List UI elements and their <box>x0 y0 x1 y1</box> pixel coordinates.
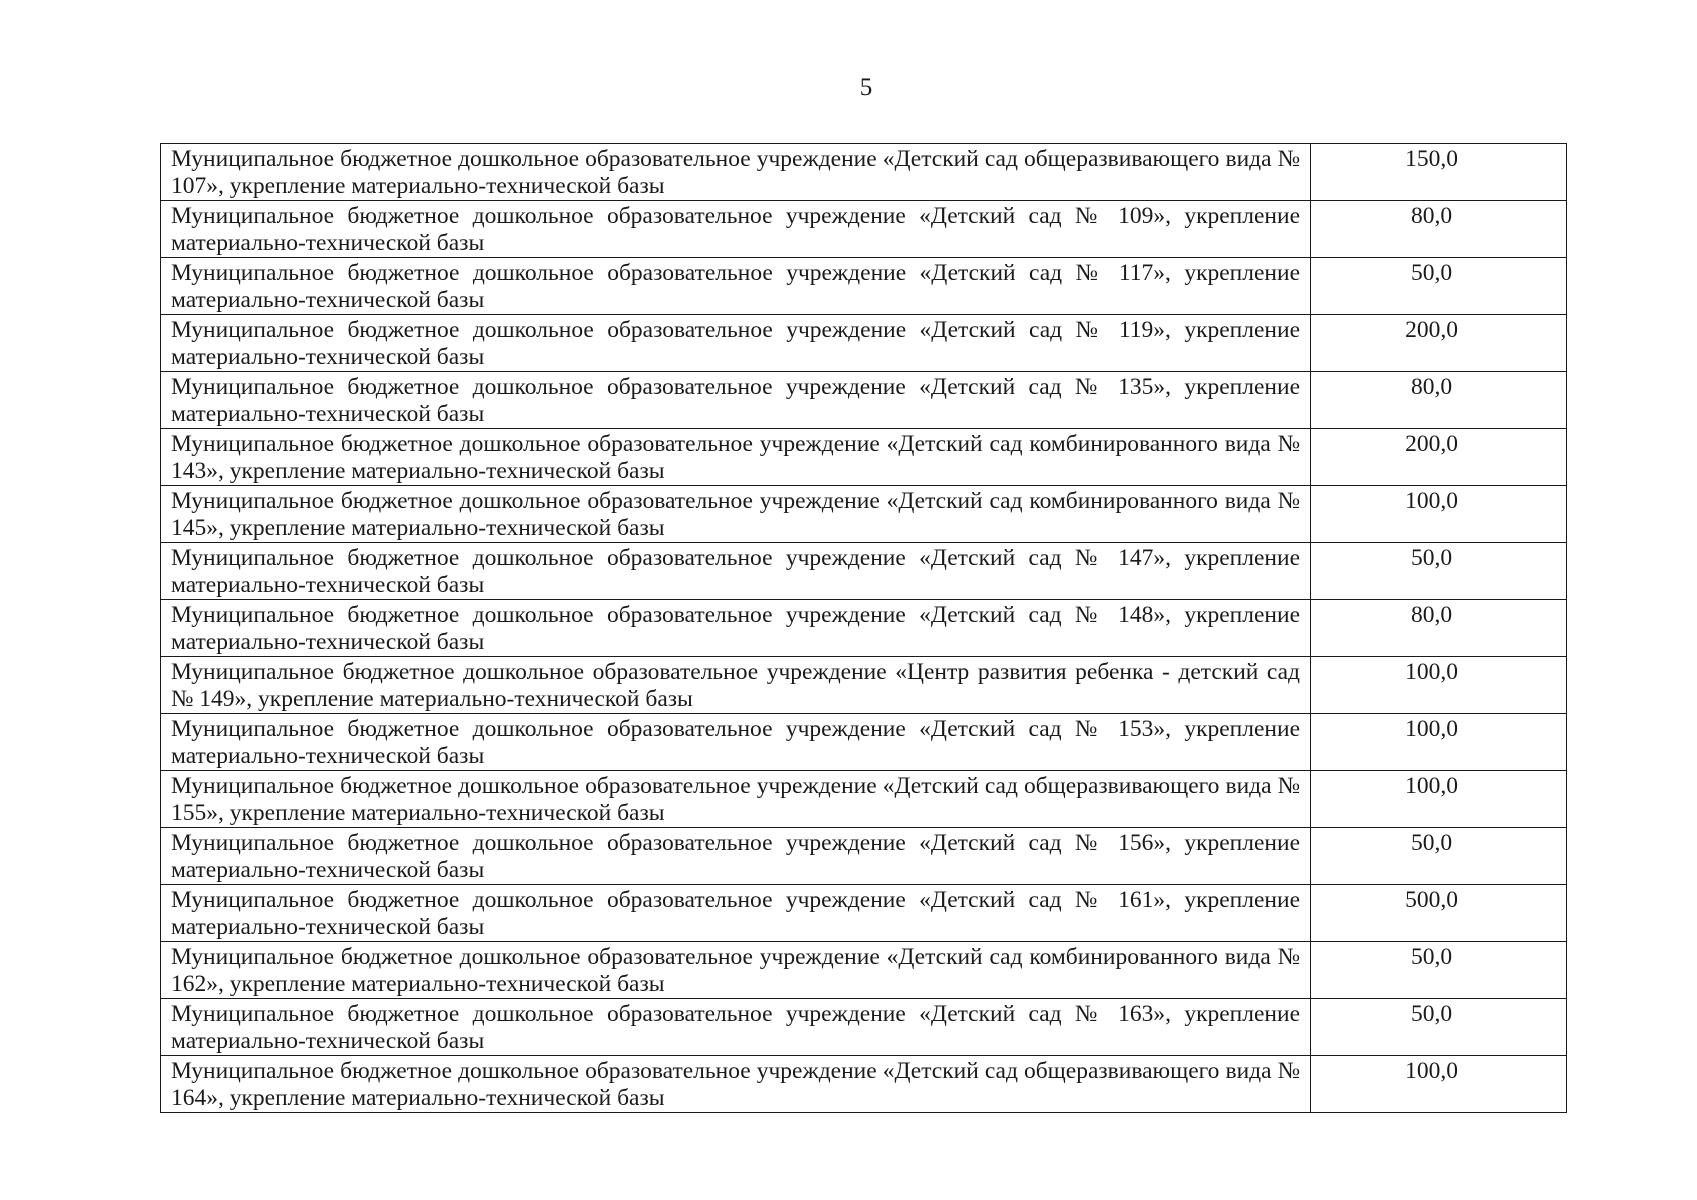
allocation-table <box>160 143 1567 1113</box>
table-row <box>161 657 1567 714</box>
table-row <box>161 771 1567 828</box>
institution-description: Муниципальное бюджетное дошкольное образовательное учреждение «Детский сад комбинированного вида № 162», укрепление материально-технической базы <box>161 942 1311 999</box>
table-row <box>161 999 1567 1056</box>
table-row <box>161 1056 1567 1113</box>
institution-description: Муниципальное бюджетное дошкольное образовательное учреждение «Детский сад комбинированного вида № 143», укрепление материально-технической базы <box>161 429 1311 486</box>
allocation-amount: 80,0 <box>1311 201 1567 258</box>
allocation-amount: 50,0 <box>1311 942 1567 999</box>
institution-description: Муниципальное бюджетное дошкольное образовательное учреждение «Детский сад № 148», укрепление материально-технической базы <box>161 600 1311 657</box>
table-row <box>161 201 1567 258</box>
allocation-amount: 500,0 <box>1311 885 1567 942</box>
table-row <box>161 372 1567 429</box>
allocation-amount: 200,0 <box>1311 429 1567 486</box>
allocation-amount: 50,0 <box>1311 258 1567 315</box>
table-row <box>161 144 1567 201</box>
table-row <box>161 543 1567 600</box>
table-row <box>161 315 1567 372</box>
institution-description: Муниципальное бюджетное дошкольное образовательное учреждение «Детский сад № 161», укрепление материально-технической базы <box>161 885 1311 942</box>
table-row <box>161 828 1567 885</box>
table-row <box>161 714 1567 771</box>
institution-description: Муниципальное бюджетное дошкольное образовательное учреждение «Центр развития ребенка - детский сад № 149», укрепление материально-технической базы <box>161 657 1311 714</box>
institution-description: Муниципальное бюджетное дошкольное образовательное учреждение «Детский сад общеразвивающего вида № 164», укрепление материально-технической базы <box>161 1056 1311 1113</box>
allocation-amount: 50,0 <box>1311 543 1567 600</box>
table-body <box>161 144 1567 1113</box>
allocation-amount: 100,0 <box>1311 486 1567 543</box>
allocation-amount: 200,0 <box>1311 315 1567 372</box>
table-row <box>161 258 1567 315</box>
institution-description: Муниципальное бюджетное дошкольное образовательное учреждение «Детский сад № 117», укрепление материально-технической базы <box>161 258 1311 315</box>
institution-description: Муниципальное бюджетное дошкольное образовательное учреждение «Детский сад общеразвивающего вида № 107», укрепление материально-технической базы <box>161 144 1311 201</box>
institution-description: Муниципальное бюджетное дошкольное образовательное учреждение «Детский сад общеразвивающего вида № 155», укрепление материально-технической базы <box>161 771 1311 828</box>
institution-description: Муниципальное бюджетное дошкольное образовательное учреждение «Детский сад № 135», укрепление материально-технической базы <box>161 372 1311 429</box>
institution-description: Муниципальное бюджетное дошкольное образовательное учреждение «Детский сад № 119», укрепление материально-технической базы <box>161 315 1311 372</box>
table-row <box>161 429 1567 486</box>
table-row <box>161 486 1567 543</box>
table-row <box>161 942 1567 999</box>
allocation-amount: 80,0 <box>1311 600 1567 657</box>
institution-description: Муниципальное бюджетное дошкольное образовательное учреждение «Детский сад № 156», укрепление материально-технической базы <box>161 828 1311 885</box>
institution-description: Муниципальное бюджетное дошкольное образовательное учреждение «Детский сад № 153», укрепление материально-технической базы <box>161 714 1311 771</box>
table-row <box>161 600 1567 657</box>
allocation-amount: 50,0 <box>1311 828 1567 885</box>
allocation-amount: 50,0 <box>1311 999 1567 1056</box>
allocation-amount: 100,0 <box>1311 1056 1567 1113</box>
allocation-amount: 100,0 <box>1311 714 1567 771</box>
allocation-amount: 100,0 <box>1311 657 1567 714</box>
institution-description: Муниципальное бюджетное дошкольное образовательное учреждение «Детский сад № 109», укрепление материально-технической базы <box>161 201 1311 258</box>
institution-description: Муниципальное бюджетное дошкольное образовательное учреждение «Детский сад комбинированного вида № 145», укрепление материально-технической базы <box>161 486 1311 543</box>
table-row <box>161 885 1567 942</box>
allocation-amount: 100,0 <box>1311 771 1567 828</box>
allocation-amount: 150,0 <box>1311 144 1567 201</box>
page-number: 5 <box>859 74 873 101</box>
institution-description: Муниципальное бюджетное дошкольное образовательное учреждение «Детский сад № 147», укрепление материально-технической базы <box>161 543 1311 600</box>
allocation-amount: 80,0 <box>1311 372 1567 429</box>
institution-description: Муниципальное бюджетное дошкольное образовательное учреждение «Детский сад № 163», укрепление материально-технической базы <box>161 999 1311 1056</box>
